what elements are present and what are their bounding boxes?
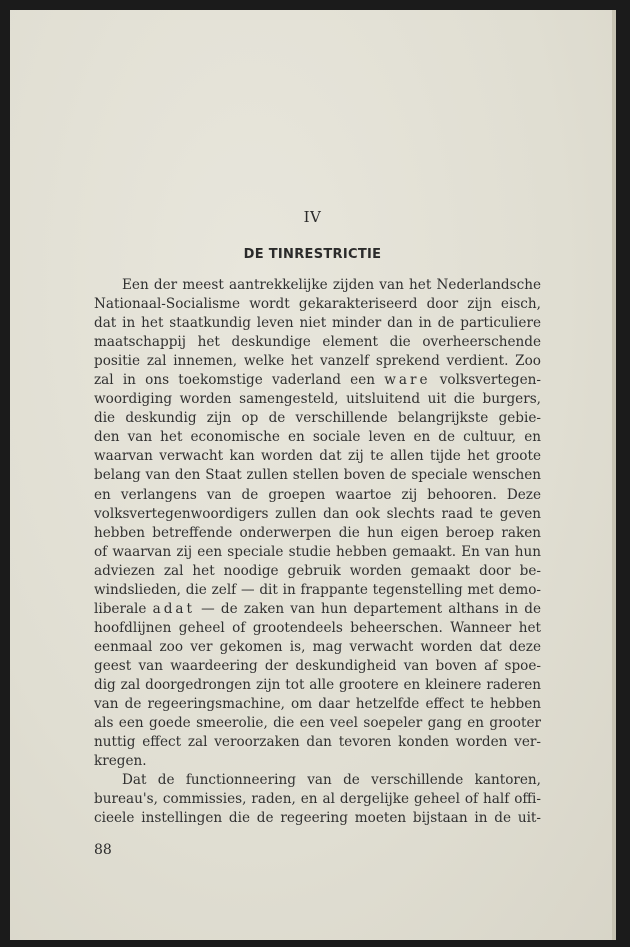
text-line: waarvan verwacht kan worden dat zij te allen tijde het groote bbox=[94, 448, 541, 465]
emphasis-spaced: ware bbox=[384, 372, 431, 389]
text-line: maatschappij het deskundige element die overheerschende bbox=[94, 334, 541, 351]
text-line: van de regeeringsmachine, om daar hetzelfde effect te hebben bbox=[94, 696, 541, 713]
text-line: volksvertegenwoordigers zullen dan ook slechts raad te geven bbox=[94, 505, 541, 522]
text-line: hebben betreffende onderwerpen die hun eigen beroep raken bbox=[94, 524, 541, 541]
chapter-title: DE TINRESTRICTIE bbox=[243, 247, 382, 262]
page-edge bbox=[612, 10, 616, 940]
text-line: als een goede smeerolie, die een veel soepeler gang en grooter bbox=[94, 715, 541, 732]
text-line bbox=[94, 371, 541, 390]
text-line: belang van den Staat zullen stellen boven de speciale wenschen bbox=[94, 467, 541, 484]
emphasis-spaced: adat bbox=[152, 600, 195, 617]
text-segment: — de zaken van hun departement althans in de bbox=[201, 600, 541, 617]
text-line bbox=[94, 600, 541, 619]
text-line: bureau's, commissies, raden, en al dergelijke geheel of half offi- bbox=[94, 791, 541, 808]
page-number: 88 bbox=[94, 842, 112, 858]
text-line: adviezen zal het noodige gebruik worden gemaakt door be- bbox=[94, 562, 541, 579]
text-line: positie zal innemen, welke het vanzelf sprekend verdient. Zoo bbox=[94, 353, 541, 370]
text-line: die deskundig zijn op de verschillende belangrijkste gebie- bbox=[94, 410, 541, 427]
text-line: nuttig effect zal veroorzaken dan tevoren konden worden ver- bbox=[94, 734, 541, 751]
text-line: geest van waardeering der deskundigheid van boven af spoe- bbox=[94, 657, 541, 674]
text-segment: liberale bbox=[94, 600, 147, 617]
text-line: dat in het staatkundig leven niet minder dan in de particuliere bbox=[94, 315, 541, 332]
text-line: dig zal doorgedrongen zijn tot alle grootere en kleinere raderen bbox=[94, 676, 541, 693]
text-line: eenmaal zoo ver gekomen is, mag verwacht worden dat deze bbox=[94, 638, 541, 655]
book-page bbox=[10, 10, 615, 940]
text-line: en verlangens van de groepen waartoe zij behooren. Deze bbox=[94, 486, 541, 503]
text-line: Dat de functionneering van de verschillende kantoren, bbox=[122, 772, 541, 789]
chapter-number: IV bbox=[303, 208, 322, 226]
text-segment: volksvertegen- bbox=[439, 372, 541, 389]
text-segment: zal in ons toekomstige vaderland een bbox=[94, 372, 376, 389]
text-line: Een der meest aantrekkelijke zijden van het Nederlandsche bbox=[122, 277, 541, 293]
text-line: windslieden, die zelf — dit in frappante tegenstelling met demo- bbox=[94, 581, 541, 598]
text-line: den van het economische en sociale leven en de cultuur, en bbox=[94, 429, 541, 446]
text-line: of waarvan zij een speciale studie hebben gemaakt. En van hun bbox=[94, 543, 541, 560]
text-line: cieele instellingen die de regeering moeten bijstaan in de uit- bbox=[94, 810, 541, 827]
text-line: Nationaal-Socialisme wordt gekarakteriseerd door zijn eisch, bbox=[94, 296, 541, 313]
text-line: woordiging worden samengesteld, uitsluitend uit die burgers, bbox=[94, 391, 541, 408]
text-line: hoofdlijnen geheel of grootendeels beheerschen. Wanneer het bbox=[94, 619, 541, 636]
text-line: kregen. bbox=[94, 753, 147, 770]
body-text bbox=[94, 276, 541, 828]
